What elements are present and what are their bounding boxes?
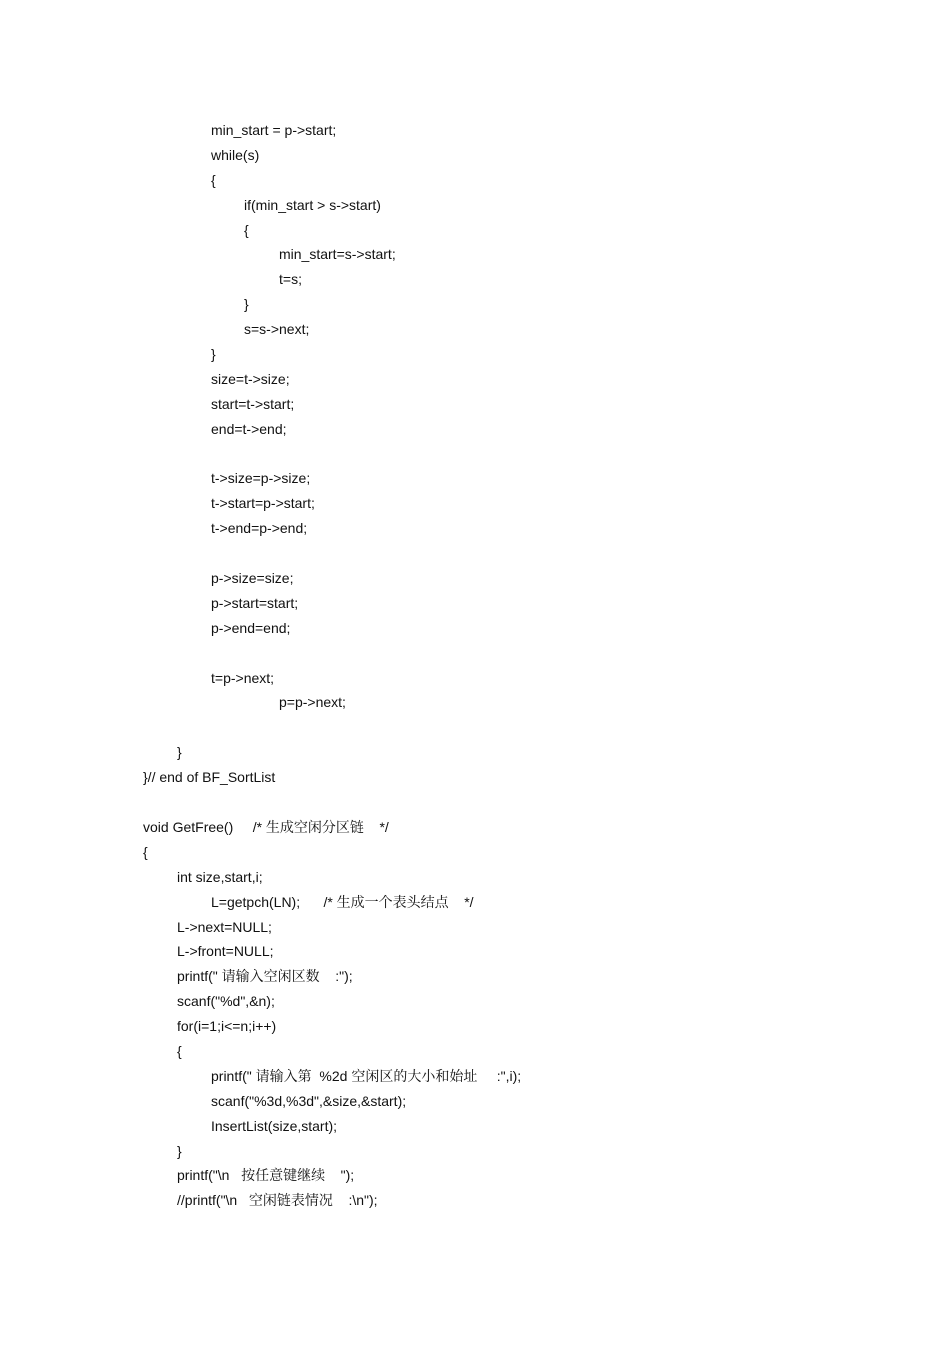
code-line: void GetFree() /* 生成空闲分区链 */	[143, 818, 389, 835]
code-line: int size,start,i;	[177, 868, 263, 885]
code-line: {	[143, 843, 148, 860]
code-line: t=s;	[279, 271, 302, 288]
code-line: min_start=s->start;	[279, 246, 396, 263]
code-line: printf(" 请输入第 %2d 空闲区的大小和始址 :",i);	[211, 1067, 522, 1084]
code-line: s=s->next;	[244, 321, 310, 338]
code-line: //printf("\n 空闲链表情况 :\n");	[177, 1192, 378, 1209]
code-line: t->size=p->size;	[211, 470, 311, 487]
code-line: scanf("%3d,%3d",&size,&start);	[211, 1092, 407, 1109]
code-line: start=t->start;	[211, 395, 295, 412]
code-line: L->front=NULL;	[177, 943, 274, 960]
code-line: for(i=1;i<=n;i++)	[177, 1018, 277, 1035]
code-line: p->start=start;	[211, 594, 299, 611]
code-line: end=t->end;	[211, 420, 287, 437]
code-line: min_start = p->start;	[211, 122, 337, 138]
code-line: {	[211, 171, 216, 188]
code-listing	[0, 118, 950, 1213]
code-line: p=p->next;	[279, 694, 346, 711]
blank-line	[0, 541, 950, 566]
code-line: {	[177, 1042, 182, 1059]
code-line: }	[244, 296, 249, 313]
code-line: p->end=end;	[211, 619, 291, 636]
blank-line	[0, 641, 950, 666]
code-line: while(s)	[211, 146, 260, 163]
code-line: scanf("%d",&n);	[177, 993, 275, 1010]
code-line: }	[177, 1142, 182, 1159]
blank-line	[0, 790, 950, 815]
code-line: printf(" 请输入空闲区数 :");	[177, 968, 353, 985]
code-line: t->end=p->end;	[211, 520, 308, 537]
code-line: }	[211, 346, 216, 363]
code-line: }// end of BF_SortList	[143, 769, 276, 786]
blank-line	[0, 442, 950, 467]
blank-line	[0, 715, 950, 740]
code-line: L->next=NULL;	[177, 918, 272, 935]
code-line: if(min_start > s->start)	[244, 196, 381, 213]
code-line: t->start=p->start;	[211, 495, 315, 512]
code-line: }	[177, 744, 182, 761]
code-line: size=t->size;	[211, 370, 290, 387]
code-line: t=p->next;	[211, 669, 275, 686]
code-line: {	[244, 221, 249, 238]
code-line: InsertList(size,start);	[211, 1117, 338, 1134]
code-line: p->size=size;	[211, 570, 294, 587]
code-line: L=getpch(LN); /* 生成一个表头结点 */	[211, 893, 474, 910]
code-line: printf("\n 按任意键继续 ");	[177, 1167, 355, 1184]
